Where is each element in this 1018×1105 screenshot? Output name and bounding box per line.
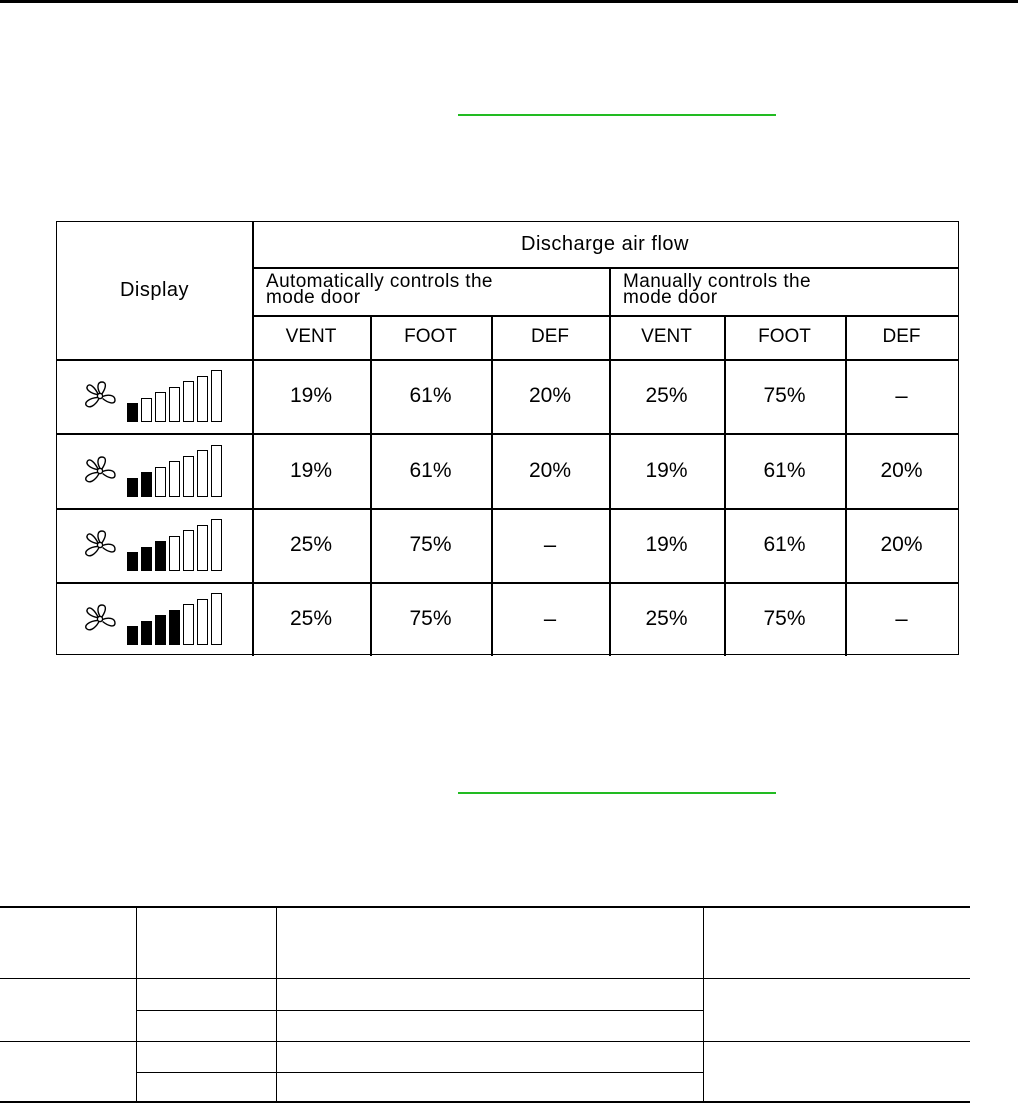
flow-value-vent: 19% <box>645 533 688 556</box>
fan-level-bar-filled <box>155 541 166 571</box>
fan-level-bar-empty <box>183 604 194 645</box>
link-underline-lower[interactable] <box>458 792 776 794</box>
auto-mode-door-header: Automatically controls the mode door <box>266 271 493 308</box>
display-header: Display <box>119 279 190 301</box>
fan-level-bars <box>127 370 222 422</box>
flow-value-def: – <box>543 606 557 631</box>
fan-level-bar-empty <box>169 461 180 497</box>
flow-value-def: 20% <box>880 533 923 556</box>
fan-level-bars <box>127 593 222 645</box>
fan-level-bar-empty <box>197 599 208 646</box>
fan-level-bar-empty <box>211 370 222 422</box>
flow-value-foot: 61% <box>763 458 806 482</box>
fan-icon <box>81 454 119 488</box>
fan-level-bars <box>127 519 222 571</box>
fan-level-bar-filled <box>127 403 138 422</box>
fan-level-bar-empty <box>197 525 208 572</box>
top-rule <box>0 0 1018 3</box>
flow-value-def: 20% <box>528 458 572 482</box>
fan-speed-display <box>57 433 252 508</box>
fan-level-bar-empty <box>211 445 222 497</box>
flow-value-vent: 19% <box>289 458 333 482</box>
fan-level-bar-filled <box>141 621 152 646</box>
column-header-def: DEF <box>882 326 921 347</box>
flow-value-def: 20% <box>880 458 923 482</box>
fan-level-bar-empty <box>197 450 208 497</box>
flow-value-foot: 61% <box>409 458 452 482</box>
fan-level-bar-empty <box>211 519 222 571</box>
flow-value-vent: 25% <box>289 533 333 556</box>
flow-value-def: – <box>543 532 557 557</box>
flow-value-foot: 75% <box>763 607 806 630</box>
fan-level-bar-filled <box>127 478 138 497</box>
fan-level-bar-empty <box>197 376 208 423</box>
flow-value-def: – <box>895 383 908 408</box>
fan-icon <box>81 602 119 636</box>
column-header-foot: FOOT <box>758 326 811 347</box>
column-header-foot: FOOT <box>404 326 457 347</box>
flow-value-vent: 25% <box>645 384 688 407</box>
fan-level-bars <box>127 445 222 497</box>
fan-level-bar-filled <box>141 547 152 572</box>
link-underline-upper[interactable] <box>458 114 776 116</box>
flow-value-foot: 61% <box>409 384 452 407</box>
fan-speed-display <box>57 508 252 582</box>
fan-level-bar-filled <box>141 472 152 497</box>
fan-level-bar-empty <box>141 398 152 423</box>
fan-level-bar-empty <box>183 530 194 571</box>
fan-speed-display <box>57 359 252 433</box>
fan-level-bar-filled <box>155 615 166 645</box>
fan-level-bar-empty <box>211 593 222 645</box>
flow-value-foot: 75% <box>763 384 806 407</box>
fan-level-bar-filled <box>127 552 138 571</box>
fan-level-bar-empty <box>155 392 166 422</box>
discharge-air-flow-header: Discharge air flow <box>521 233 689 255</box>
column-header-def: DEF <box>531 326 569 347</box>
fan-level-bar-empty <box>169 387 180 423</box>
fan-icon <box>81 379 119 413</box>
fan-level-bar-empty <box>183 456 194 497</box>
flow-value-foot: 75% <box>409 607 452 630</box>
fan-level-bar-filled <box>127 626 138 645</box>
flow-value-vent: 25% <box>289 607 333 630</box>
fan-speed-display <box>57 582 252 656</box>
flow-value-foot: 61% <box>763 533 806 556</box>
flow-value-vent: 19% <box>645 458 688 482</box>
flow-value-def: 20% <box>528 384 572 407</box>
fan-level-bar-empty <box>155 467 166 497</box>
flow-value-def: – <box>895 606 908 631</box>
fan-level-bar-filled <box>169 610 180 646</box>
discharge-air-flow-table <box>56 221 959 655</box>
fan-level-bar-empty <box>169 536 180 572</box>
fan-icon <box>81 528 119 562</box>
flow-value-vent: 25% <box>645 607 688 630</box>
column-header-vent: VENT <box>285 326 337 347</box>
fan-level-bar-empty <box>183 381 194 422</box>
empty-spec-table <box>0 906 970 1103</box>
manual-mode-door-header: Manually controls the mode door <box>623 271 811 308</box>
flow-value-vent: 19% <box>289 384 333 407</box>
column-header-vent: VENT <box>641 326 692 347</box>
flow-value-foot: 75% <box>409 533 452 556</box>
